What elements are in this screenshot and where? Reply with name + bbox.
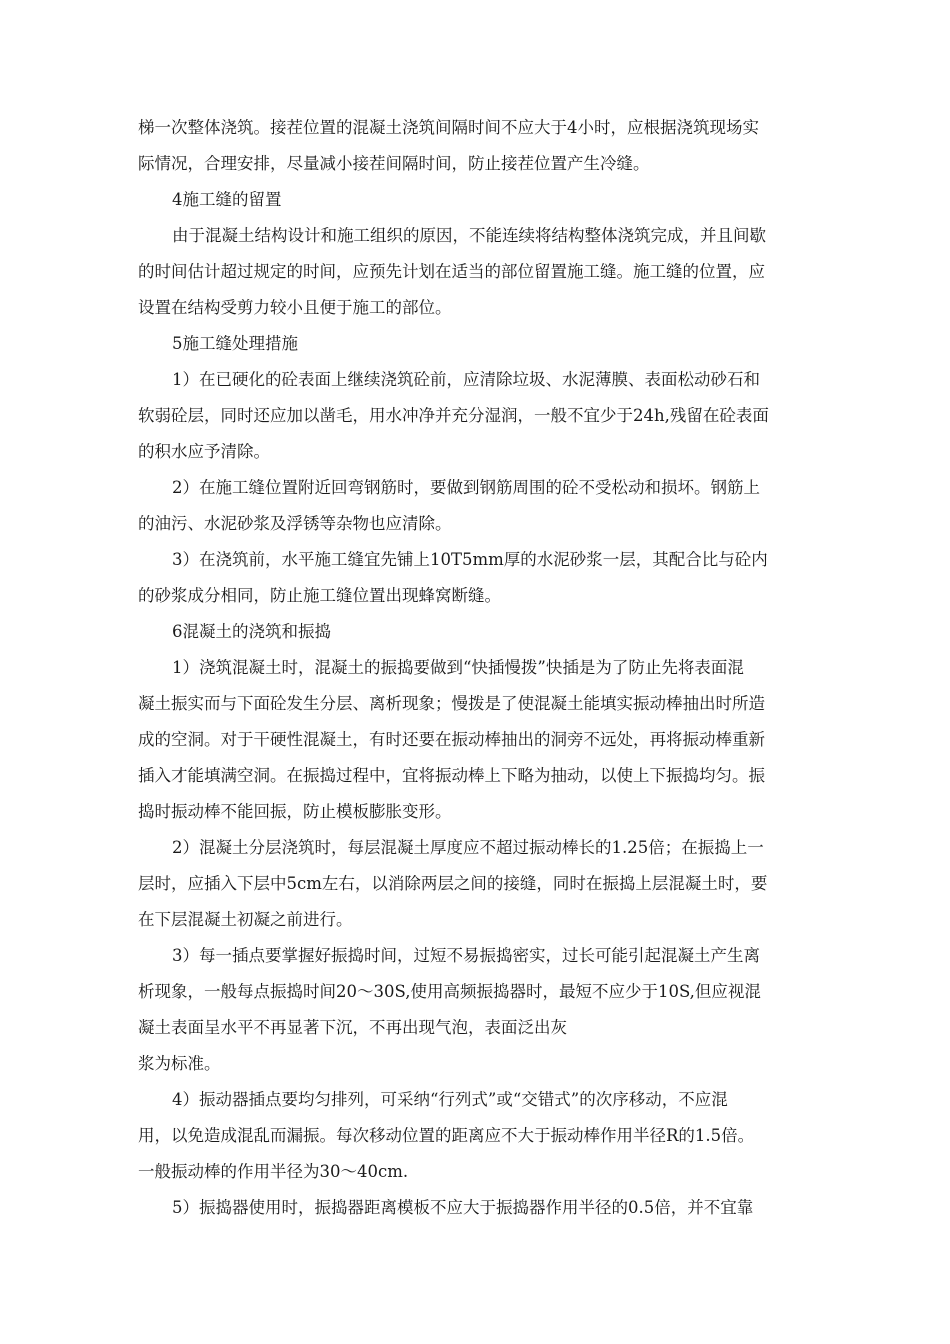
text-line: 成的空洞。对于干硬性混凝土，有时还要在振动棒抽出的洞旁不远处，再将振动棒重新 (138, 730, 765, 749)
paragraph-item-5-1 (138, 362, 832, 470)
paragraph-item-6-3 (138, 938, 832, 1082)
text-line: 一般振动棒的作用半径为30〜40cm. (138, 1162, 409, 1181)
text-line: 2）混凝土分层浇筑时，每层混凝土厚度应不超过振动棒长的1.25倍；在振捣上一 (172, 838, 764, 857)
text-line: 析现象，一般每点振捣时间20〜30S,使用高频振捣器时，最短不应少于10S,但应视混 (138, 982, 761, 1001)
text-line: 插入才能填满空洞。在振捣过程中，宜将振动棒上下略为抽动，以使上下振捣均匀。振 (138, 766, 765, 785)
paragraph-construction-joint (138, 218, 832, 326)
text-line: 际情况，合理安排，尽量减小接茬间隔时间，防止接茬位置产生冷缝。 (138, 154, 650, 173)
text-line: 1）在已硬化的砼表面上继续浇筑砼前，应清除垃圾、水泥薄膜、表面松动砂石和 (172, 370, 760, 389)
section-heading-4: 4施工缝的留置 (172, 190, 282, 209)
text-line: 层时，应插入下层中5cm左右，以消除两层之间的接缝，同时在振捣上层混凝土时，要 (138, 874, 768, 893)
document-page (138, 110, 832, 1226)
text-line: 由于混凝土结构设计和施工组织的原因，不能连续将结构整体浇筑完成，并且间歇 (172, 226, 766, 245)
text-line: 凝土振实而与下面砼发生分层、离析现象；慢拨是了使混凝土能填实振动棒抽出时所造 (138, 694, 765, 713)
section-heading-6: 6混凝土的浇筑和振捣 (172, 622, 331, 641)
text-line: 5）振捣器使用时，振捣器距离模板不应大于振捣器作用半径的0.5倍，并不宜靠 (172, 1198, 754, 1217)
section-heading-5: 5施工缝处理措施 (172, 334, 298, 353)
text-line: 设置在结构受剪力较小且便于施工的部位。 (138, 298, 452, 317)
text-line: 的油污、水泥砂浆及浮锈等杂物也应清除。 (138, 514, 452, 533)
text-line: 浆为标准。 (138, 1054, 221, 1073)
paragraph-item-5-2 (138, 470, 832, 542)
paragraph-item-6-5 (138, 1190, 832, 1226)
text-line: 的砂浆成分相同，防止施工缝位置出现蜂窝断缝。 (138, 586, 501, 605)
text-line: 软弱砼层，同时还应加以凿毛，用水冲净并充分湿润，一般不宜少于24h,残留在砼表面 (138, 406, 769, 425)
text-line: 梯一次整体浇筑。接茬位置的混凝土浇筑间隔时间不应大于4小时，应根据浇筑现场实 (138, 118, 759, 137)
paragraph-item-6-2 (138, 830, 832, 938)
text-line: 4）振动器插点要均匀排列，可采纳“行列式”或“交错式”的次序移动，不应混 (172, 1090, 728, 1109)
paragraph-item-6-4 (138, 1082, 832, 1190)
text-line: 的积水应予清除。 (138, 442, 270, 461)
text-line: 凝土表面呈水平不再显著下沉，不再出现气泡，表面泛出灰 (138, 1018, 567, 1037)
text-line: 2）在施工缝位置附近回弯钢筋时，要做到钢筋周围的砼不受松动和损坏。钢筋上 (172, 478, 760, 497)
text-line: 的时间估计超过规定的时间，应预先计划在适当的部位留置施工缝。施工缝的位置，应 (138, 262, 765, 281)
paragraph-continuation (138, 110, 832, 182)
text-line: 1）浇筑混凝土时，混凝土的振捣要做到“快插慢拨”快插是为了防止先将表面混 (172, 658, 744, 677)
text-line: 捣时振动棒不能回振，防止模板膨胀变形。 (138, 802, 452, 821)
text-line: 在下层混凝土初凝之前进行。 (138, 910, 353, 929)
text-line: 3）每一插点要掌握好振捣时间，过短不易振捣密实，过长可能引起混凝土产生离 (172, 946, 760, 965)
paragraph-item-5-3 (138, 542, 832, 614)
text-line: 3）在浇筑前，水平施工缝宜先铺上10T5mm厚的水泥砂浆一层，其配合比与砼内 (172, 550, 768, 569)
text-line: 用，以免造成混乱而漏振。每次移动位置的距离应不大于振动棒作用半径R的1.5倍。 (138, 1126, 755, 1145)
paragraph-item-6-1 (138, 650, 832, 830)
